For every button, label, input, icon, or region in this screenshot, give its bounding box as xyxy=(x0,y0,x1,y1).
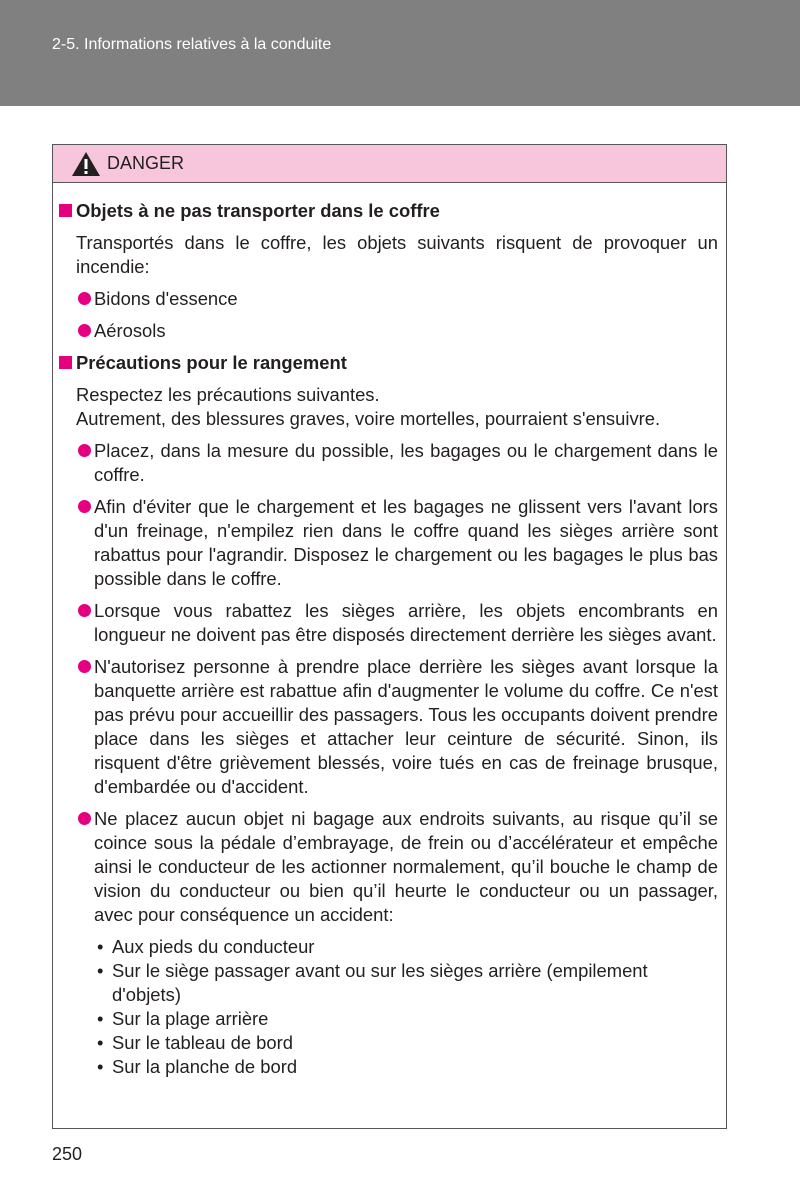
danger-header xyxy=(53,145,726,183)
sub-list-item: • Sur le siège passager avant ou sur les sièges arrière (empilement d'objets) xyxy=(94,959,718,1007)
bullet-icon: • xyxy=(97,1032,104,1053)
sub-list-item: • Sur le tableau de bord xyxy=(94,1031,718,1055)
paragraph: Transportés dans le coffre, les objets suivants risquent de provoquer un incendie: xyxy=(76,232,718,277)
circle-bullet-icon xyxy=(78,324,91,337)
square-bullet-icon xyxy=(59,356,72,369)
section-heading: Objets à ne pas transporter dans le coffre xyxy=(59,199,718,223)
page-number: 250 xyxy=(52,1144,83,1164)
circle-bullet-icon xyxy=(78,660,91,673)
list-item: Bidons d'essence xyxy=(76,287,718,311)
danger-label: DANGER xyxy=(107,153,185,173)
circle-bullet-icon xyxy=(78,604,91,617)
sub-list-item: • Aux pieds du conducteur xyxy=(94,935,718,959)
bullet-icon: • xyxy=(97,1056,104,1077)
header-band xyxy=(0,0,800,106)
bullet-icon: • xyxy=(97,936,104,957)
bullet-icon: • xyxy=(97,960,104,981)
sub-list-item: • Sur la planche de bord xyxy=(94,1055,718,1079)
sub-list xyxy=(94,935,718,1079)
list-item: Placez, dans la mesure du possible, les bagages ou le chargement dans le coffre. xyxy=(76,439,718,487)
danger-box xyxy=(52,144,727,1129)
list-item: Lorsque vous rabattez les sièges arrière, les objets encombrants en longueur ne doivent pas être disposés directement derrière les sièges avant. xyxy=(76,599,718,647)
circle-bullet-icon xyxy=(78,812,91,825)
section-heading: Précautions pour le rangement xyxy=(59,351,718,375)
warning-triangle-icon xyxy=(71,151,101,177)
bullet-icon: • xyxy=(97,1008,104,1029)
sub-list-item: • Sur la plage arrière xyxy=(94,1007,718,1031)
circle-bullet-icon xyxy=(78,500,91,513)
circle-bullet-icon xyxy=(78,292,91,305)
circle-bullet-icon xyxy=(78,444,91,457)
list-item: Aérosols xyxy=(76,319,718,343)
section-title: 2-5. Informations relatives à la conduite xyxy=(52,36,332,53)
danger-content xyxy=(53,183,726,1079)
paragraph: Respectez les précautions suivantes. Autrement, des blessures graves, voire mortelles, pourraient s'ensuivre. xyxy=(76,384,661,429)
square-bullet-icon xyxy=(59,204,72,217)
list-item: Afin d'éviter que le chargement et les bagages ne glissent vers l'avant lors d'un freinage, n'empilez rien dans le coffre quand les sièges arrière sont rabattus pour l'agrandir. Disposez le chargement ou les bagages le plus bas possible dans le coffre. xyxy=(76,495,718,591)
list-item: N'autorisez personne à prendre place derrière les sièges avant lorsque la banquette arrière est rabattue afin d'augmenter le volume du coffre. Ce n'est pas prévu pour accueillir des passagers. Tous les occupants doivent prendre place dans les sièges et attacher leur ceinture de sécurité. Sinon, ils risquent d'être grièvement blessés, voire tués en cas de freinage brusque, d'embardée ou d'accident. xyxy=(76,655,718,799)
list-item: Ne placez aucun objet ni bagage aux endroits suivants, au risque qu’il se coince sous la pédale d’embrayage, de frein ou d’accélérateur et empêche ainsi le conducteur de les actionner normalement, qu’il bouche le champ de vision du conducteur ou bien qu’il heurte le conducteur ou un passager, avec pour conséquence un accident: xyxy=(76,807,718,927)
